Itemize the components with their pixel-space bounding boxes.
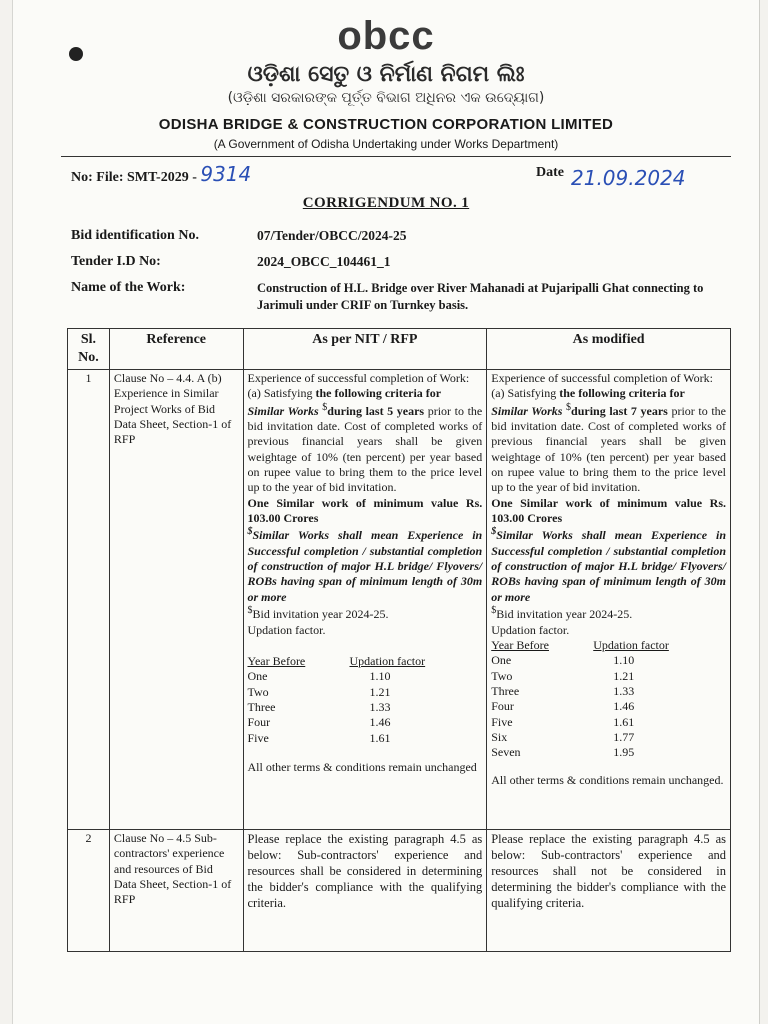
uf-year: Seven [491, 745, 521, 760]
uf-row [491, 715, 681, 730]
file-label: No: File: SMT-2029 - [71, 170, 197, 185]
bid-id-label: Bid identification No. [71, 228, 199, 243]
org-name: ODISHA BRIDGE & CONSTRUCTION CORPORATION LIMITED [158, 116, 614, 133]
uf-row [491, 653, 681, 668]
uf-factor: 1.77 [613, 730, 635, 745]
uf-factor: 1.21 [369, 684, 391, 699]
uf-year: Two [247, 684, 269, 699]
uf-row [248, 685, 438, 700]
odia-org-name: ଓଡ଼ିଶା ସେତୁ ଓ ନିର୍ମାଣ ନିଗମ ଲିଃ [247, 62, 525, 87]
date-handwritten: 21.09.2024 [571, 166, 686, 190]
tender-id-value: 2024_OBCC_104461_1 [257, 254, 391, 269]
uf-row [248, 700, 438, 715]
uf-year: One [247, 669, 268, 684]
file-number [71, 162, 251, 186]
row2-reference: Clause No – 4.5 Sub-contractors' experience and resources of Bid Data Sheet, Section-1 of RFP [109, 829, 243, 951]
work-name-value: Construction of H.L. Bridge over River Mahanadi at Pujaripalli Ghat connecting to Jarimuli under CRIF on Turnkey basis. [257, 281, 704, 312]
uf-year: Five [491, 714, 513, 729]
nit-footer: All other terms & conditions remain unchanged [247, 760, 477, 775]
mod-p5: $Bid invitation year 2024-25. [491, 605, 633, 622]
uf-year: Five [247, 730, 269, 745]
mod-footer: All other terms & conditions remain unchanged. [491, 772, 724, 787]
row1-reference: Clause No – 4.4. A (b) Experience in Similar Project Works of Bid Data Sheet, Section-1 of RFP [109, 369, 243, 829]
uf-factor: 1.95 [613, 745, 635, 760]
uf-row [248, 669, 438, 684]
uf-factor: 1.46 [369, 715, 391, 730]
header-as-per-nit: As per NIT / RFP [243, 329, 487, 370]
tender-id-label: Tender I.D No: [71, 254, 161, 269]
header-rule [61, 156, 731, 157]
uf-factor: 1.33 [613, 684, 635, 698]
nit-p6: Updation factor. [247, 622, 326, 637]
uf-row [248, 715, 438, 730]
uf-factor: 1.61 [613, 714, 635, 729]
table-row [68, 829, 731, 951]
row1-sl: 1 [68, 369, 110, 829]
mod-p3: One Similar work of minimum value Rs. 103.00 Crores [491, 495, 726, 526]
mod-p2: (a) Satisfying the following criteria for Similar Works $during last 7 years prior to the bid invitation date. Cost of completed works of previous financial years shall be given weightage of 10% (ten percent) per year based on rupee value to bring them to the price level up to the year of bid invitation. [491, 386, 726, 495]
obcc-logo: obcc [337, 14, 435, 58]
mod-p4: $Similar Works shall mean Experience in Successful completion / substantial completion of construction of major H.L bridge/ Flyovers/ ROBs having span of minimum length of 30m or more [491, 526, 726, 604]
uf-row [491, 699, 681, 714]
uf-row [491, 669, 681, 684]
row1-modified [487, 369, 731, 829]
nit-p1: Experience of successful completion of Work: [247, 370, 470, 385]
table-row [68, 369, 731, 829]
uf-year: Four [491, 699, 514, 714]
bid-id-value: 07/Tender/OBCC/2024-25 [257, 228, 407, 243]
header-as-modified: As modified [487, 329, 731, 370]
corrigendum-table [67, 328, 731, 952]
nit-p2: (a) Satisfying the following criteria for Similar Works $during last 5 years prior to the bid invitation date. Cost of completed works of previous financial years shall be given weightage of 10% (ten percent) per year based on rupee value to bring them to the price level up to the year of bid invitation. [247, 386, 483, 495]
uf-row [491, 684, 681, 699]
nit-uf-header: Year Before Updation factor [247, 653, 426, 668]
uf-row [491, 745, 681, 760]
uf-year: Three [247, 700, 276, 714]
file-number-handwritten: 9314 [200, 162, 252, 186]
uf-factor: 1.21 [613, 668, 635, 683]
document-title: CORRIGENDUM NO. 1 [302, 195, 470, 211]
uf-year: Four [247, 715, 271, 730]
mod-uf-list [491, 653, 726, 761]
uf-year: Six [491, 730, 508, 745]
uf-row [248, 731, 438, 746]
nit-p4: $Similar Works shall mean Experience in Successful completion / substantial completion of construction of major H.L bridge/ Flyovers/ ROBs having span of minimum length of 30m or more [247, 526, 483, 604]
uf-year: Two [491, 668, 513, 683]
uf-year: One [491, 653, 512, 668]
row2-sl: 2 [68, 829, 110, 951]
uf-factor: 1.10 [369, 669, 391, 684]
uf-factor: 1.46 [613, 699, 635, 714]
uf-factor: 1.10 [613, 653, 635, 668]
row1-nit [243, 369, 487, 829]
mod-p6: Updation factor. [491, 622, 570, 637]
nit-p5: $Bid invitation year 2024-25. [247, 605, 389, 622]
mod-p1: Experience of successful completion of Work: [491, 370, 713, 385]
header-sl-no: Sl. No. [68, 329, 110, 370]
row2-nit: Please replace the existing paragraph 4.5 as below: Sub-contractors' experience and resources shall be considered in determining the bidder's compliance with the qualifying criteria. [243, 829, 487, 951]
nit-p3: One Similar work of minimum value Rs. 103.00 Crores [247, 495, 483, 526]
date-label: Date [536, 165, 564, 180]
row2-modified: Please replace the existing paragraph 4.5 as below: Sub-contractors' experience and resources shall not be considered in determining the bidder's compliance with the qualifying criteria. [487, 829, 731, 951]
work-name-label: Name of the Work: [71, 280, 186, 295]
document-page [12, 0, 760, 1024]
uf-factor: 1.61 [369, 730, 391, 745]
header-reference: Reference [109, 329, 243, 370]
table-header-row [68, 329, 731, 370]
uf-year: Three [491, 684, 520, 698]
uf-row [491, 730, 681, 745]
nit-uf-list [248, 669, 483, 746]
uf-factor: 1.33 [369, 700, 391, 714]
odia-org-subtitle: (ଓଡ଼ିଶା ସରକାରଙ୍କ ପୂର୍ତ୍ତ ବିଭାଗ ଅଧିନର ଏକ ଉଦ୍ୟୋଗ) [227, 90, 545, 106]
org-subtitle: (A Government of Odisha Undertaking under Works Department) [213, 137, 559, 151]
mod-uf-header: Year Before Updation factor [491, 637, 669, 652]
